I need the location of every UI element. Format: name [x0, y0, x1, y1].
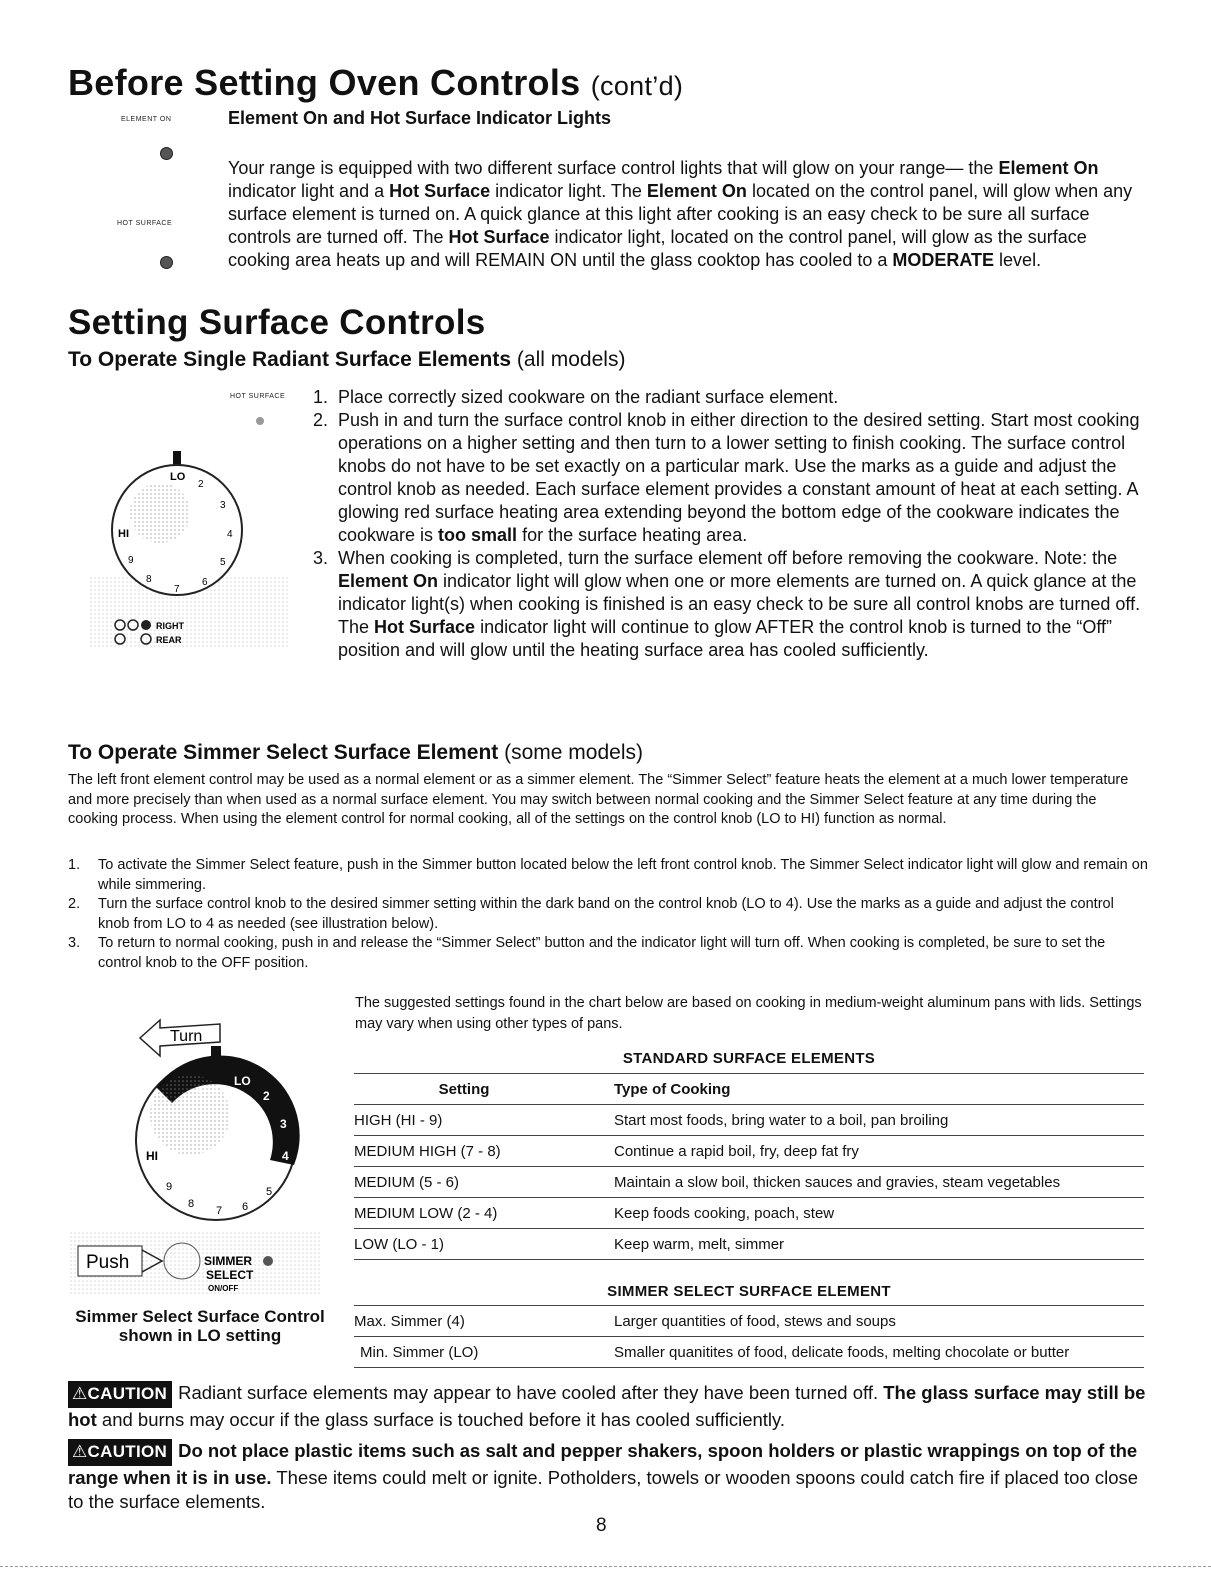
hot-surface-small-label: HOT SURFACE [230, 393, 286, 400]
table-cell-type: Continue a rapid boil, fry, deep fat fry [614, 1136, 1144, 1167]
dial-label-5: 5 [220, 557, 226, 568]
turn-label: Turn [170, 1028, 203, 1045]
single-element-steps [302, 386, 1142, 662]
step-text: for the surface heating area. [517, 525, 748, 545]
section-heading-surface: Setting Surface Controls [68, 303, 486, 342]
indicator-text: level. [994, 250, 1042, 270]
simmer-dial-lo: LO [234, 1074, 251, 1088]
single-heading-suffix: (all models) [516, 348, 626, 371]
page-number: 8 [596, 1515, 607, 1536]
table-header-row [354, 1074, 1144, 1105]
simmer-dial-6: 6 [242, 1201, 249, 1213]
simmer-dial-4: 4 [282, 1149, 289, 1163]
simmer-step-number: 2. [68, 896, 81, 912]
simmer-label: SIMMER [204, 1254, 252, 1268]
table-section-row [354, 1043, 1144, 1074]
simmer-dial-off: OFF [198, 1084, 222, 1098]
simmer-dial-2: 2 [263, 1089, 270, 1103]
table-cell-setting: MEDIUM LOW (2 - 4) [354, 1198, 614, 1229]
table-cell-type: Larger quantities of food, stews and soups [614, 1306, 1144, 1337]
column-header-type: Type of Cooking [614, 1074, 1144, 1105]
dial-label-4: 4 [227, 529, 233, 540]
simmer-step-number: 1. [68, 857, 81, 873]
caption-line-2: shown in LO setting [118, 1326, 282, 1345]
simmer-heading-text: To Operate Simmer Select Surface Element [68, 741, 499, 764]
page-title [68, 62, 683, 104]
table-cell-type: Keep foods cooking, poach, stew [614, 1198, 1144, 1229]
step-bold: Hot Surface [374, 617, 476, 637]
dial-label-3: 3 [220, 500, 226, 511]
table-cell-type: Start most foods, bring water to a boil, pan broiling [614, 1105, 1144, 1136]
simmer-heading [68, 741, 643, 765]
indicator-text: Your range is equipped with two different surface control lights that will glow on your range— the [228, 158, 999, 178]
caution-bold: The glass surface may still be hot [68, 1382, 1146, 1430]
table-cell-setting: Max. Simmer (4) [354, 1306, 614, 1337]
simmer-steps [68, 856, 1148, 973]
simmer-indicator-icon [263, 1256, 273, 1266]
table-cell-type: Maintain a slow boil, thicken sauces and gravies, steam vegetables [614, 1167, 1144, 1198]
hot-surface-light-icon [160, 256, 173, 269]
indicator-bold: Element On [998, 158, 1099, 178]
indicator-paragraph [228, 157, 1148, 272]
cooking-settings-table [354, 1043, 1144, 1368]
dial-label-7: 7 [174, 584, 180, 595]
step-item [302, 409, 1142, 547]
hot-surface-small-icon [256, 417, 264, 425]
page-title-main: Before Setting Oven Controls [68, 62, 581, 103]
simmer-dial-8: 8 [188, 1198, 195, 1210]
simmer-heading-suffix: (some models) [504, 741, 643, 764]
step-number: 2. [312, 410, 328, 430]
indicator-bold: MODERATE [892, 250, 995, 270]
table-row [354, 1136, 1144, 1167]
simmer-step-item [68, 934, 1148, 973]
position-label-right: RIGHT [156, 621, 184, 631]
caution-text: and burns may occur if the glass surface is touched before it has cooled sufficiently. [96, 1408, 786, 1430]
step-text: indicator light will continue to glow AFTER the control knob is turned to the “Off” position and will glow until the heating surface area has cooled sufficiently. [338, 617, 1113, 660]
caution-paragraph-2 [68, 1439, 1153, 1515]
simmer-dial-hi: HI [146, 1149, 158, 1163]
simmer-illustration-caption [62, 1307, 338, 1345]
caution-text: Radiant surface elements may appear to have cooled after they have been turned off. [178, 1382, 884, 1403]
indicator-text: indicator light and a [228, 181, 390, 201]
caution-text: These items could melt or ignite. Potholders, towels or wooden spoons could catch fire if placed too close to the surface elements. [68, 1466, 1139, 1512]
table-cell-setting: Min. Simmer (LO) [354, 1337, 614, 1368]
table-row [354, 1229, 1144, 1260]
step-bold: Element On [338, 571, 439, 591]
step-text: Place correctly sized cookware on the radiant surface element. [338, 387, 839, 407]
caption-line-1: Simmer Select Surface Control [75, 1307, 325, 1326]
table-row [354, 1198, 1144, 1229]
simmer-dial-9: 9 [166, 1181, 173, 1193]
hot-surface-icon-label: HOT SURFACE [117, 220, 173, 227]
caution-bold: Do not place plastic items such as salt and pepper shakers, spoon holders or plastic wrappings on top of the range when it is in use. [68, 1440, 1138, 1488]
single-heading-text: To Operate Single Radiant Surface Elements [68, 348, 512, 371]
table-row [354, 1306, 1144, 1337]
simmer-step-text: Turn the surface control knob to the desired simmer setting within the dark band on the control knob (LO to 4). Use the marks as a guide and adjust the control knob from LO to 4 as needed (see illustration below). [98, 896, 1114, 932]
table-cell-setting: MEDIUM (5 - 6) [354, 1167, 614, 1198]
table-cell-type: Keep warm, melt, simmer [614, 1229, 1144, 1260]
dial-label-6: 6 [202, 577, 208, 588]
step-number: 1. [312, 387, 328, 407]
element-position-active-icon [141, 620, 151, 630]
step-number: 3. [312, 548, 328, 568]
table-row [354, 1105, 1144, 1136]
onoff-label: ON/OFF [208, 1284, 239, 1293]
chart-note: The suggested settings found in the chart below are based on cooking in medium-weight aluminum pans with lids. Settings may vary when using other types of pans. [355, 995, 1142, 1032]
table-section-title: STANDARD SURFACE ELEMENTS [354, 1043, 1144, 1074]
caution-paragraph-1 [68, 1381, 1148, 1432]
dial-label-2: 2 [198, 479, 204, 490]
table-cell-setting: MEDIUM HIGH (7 - 8) [354, 1136, 614, 1167]
step-item [302, 547, 1142, 662]
element-on-icon-label: ELEMENT ON [121, 116, 172, 123]
simmer-knob-illustration [70, 1000, 350, 1330]
select-label: SELECT [206, 1268, 254, 1282]
step-bold: too small [438, 525, 518, 545]
dial-label-8: 8 [146, 574, 152, 585]
single-heading [68, 348, 625, 372]
indicator-bold: Hot Surface [389, 181, 491, 201]
table-cell-type: Smaller quanitites of food, delicate foods, melting chocolate or butter [614, 1337, 1144, 1368]
page-bottom-divider [0, 1566, 1211, 1567]
simmer-step-number: 3. [68, 935, 81, 951]
simmer-intro: The left front element control may be used as a normal element or as a simmer element. The “Simmer Select” feature heats the element at a much lower temperature and more precisely than when used as a normal surface element. You may switch between normal cooking and the Simmer Select feature at any time during the cooking process. When using the element control for normal cooking, all of the settings on the control knob (LO to HI) function as normal. [68, 772, 1129, 827]
step-text: indicator light will glow when one or more elements are turned on. A quick glance at the indicator light(s) when cooking is finished is an easy check to be sure all control knobs are turned off. The [338, 571, 1141, 637]
indicator-bold: Hot Surface [448, 227, 550, 247]
surface-knob-illustration [90, 445, 300, 660]
indicator-subheading: Element On and Hot Surface Indicator Lights [228, 108, 612, 128]
indicator-bold: Element On [646, 181, 747, 201]
column-header-setting: Setting [354, 1074, 614, 1105]
simmer-dial-5: 5 [266, 1186, 273, 1198]
position-label-rear: REAR [156, 635, 182, 645]
indicator-text: located on the control panel, will glow when any surface element is turned on. A quick glance at this light after cooking is an easy check to be sure all surface controls are turned off. The [228, 181, 1133, 247]
table-row [354, 1337, 1144, 1368]
simmer-step-item [68, 895, 1148, 934]
step-text: When cooking is completed, turn the surface element off before removing the cookware. Note: the [338, 548, 1118, 568]
step-item [302, 386, 1142, 409]
dial-label-9: 9 [128, 555, 134, 566]
simmer-step-text: To activate the Simmer Select feature, push in the Simmer button located below the left front control knob. The Simmer Select indicator light will glow and remain on while simmering. [98, 857, 1148, 893]
table-section-row [354, 1260, 1144, 1306]
table-cell-setting: LOW (LO - 1) [354, 1229, 614, 1260]
dial-label-hi: HI [118, 528, 129, 540]
simmer-step-item [68, 856, 1148, 895]
indicator-text: indicator light, located on the control panel, will glow as the surface cooking area heats up and will REMAIN ON until the glass cooktop has cooled to a [228, 227, 1087, 270]
table-row [354, 1167, 1144, 1198]
knob-highlight [130, 483, 190, 543]
caution-badge: ⚠CAUTION [68, 1439, 172, 1466]
element-on-light-icon [160, 147, 173, 160]
dial-label-lo: LO [170, 471, 186, 483]
caution-badge: ⚠CAUTION [68, 1381, 172, 1408]
table-section-title: SIMMER SELECT SURFACE ELEMENT [354, 1260, 1144, 1306]
step-text: Push in and turn the surface control knob in either direction to the desired setting. Start most cooking operations on a higher setting and then turn to a lower setting to finish cooking. The surface control knobs do not have to be set exactly on a particular mark. Use the marks as a guide and adjust the control knob as needed. Each surface element provides a constant amount of heat at each setting. A glowing red surface heating area extending beyond the bottom edge of the cookware indicates the cookware is [338, 410, 1140, 545]
table-cell-setting: HIGH (HI - 9) [354, 1105, 614, 1136]
simmer-dial-3: 3 [280, 1117, 287, 1131]
simmer-dial-7: 7 [216, 1205, 223, 1217]
indicator-text: indicator light. The [490, 181, 647, 201]
simmer-step-text: To return to normal cooking, push in and release the “Simmer Select” button and the indicator light will turn off. When cooking is completed, be sure to set the control knob to the OFF position. [98, 935, 1106, 971]
page-title-suffix: (cont’d) [590, 71, 684, 101]
push-label: Push [86, 1252, 130, 1273]
